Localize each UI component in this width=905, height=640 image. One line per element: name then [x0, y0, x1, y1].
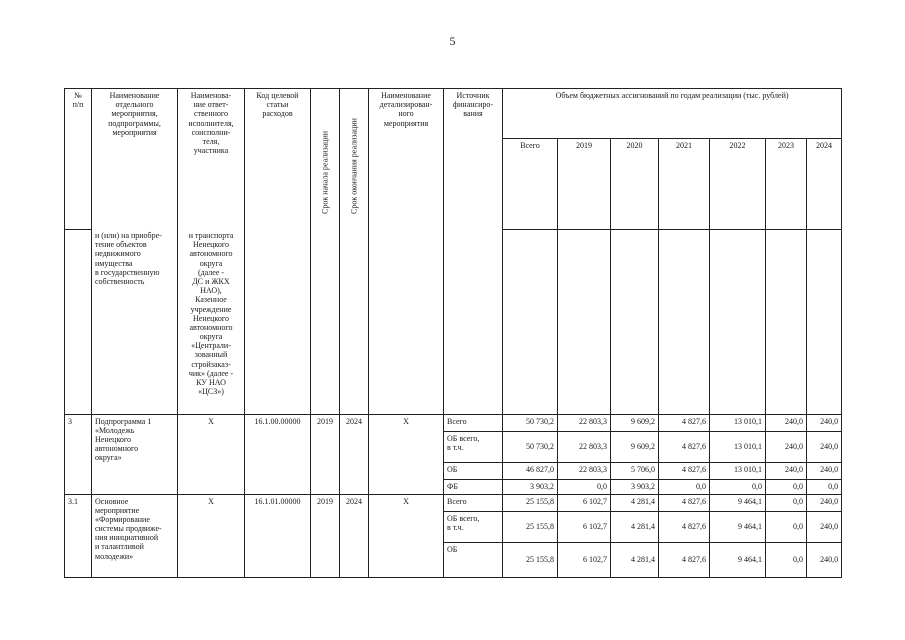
- row-start: 2019: [311, 414, 340, 494]
- row-code: 16.1.00.00000: [245, 414, 311, 494]
- value-cell: 0,0: [766, 511, 807, 542]
- source-cell: ОБ всего, в т.ч.: [444, 431, 503, 462]
- continuation-executor: и транспорта Ненецкого автономного округа (далее - ДС и ЖКХ НАО), Казенное учреждение Ненецкого автономного округа «Централи- зованный стройзаказ- чик» (далее - КУ НАО «ЦСЗ»): [178, 229, 245, 414]
- value-cell: 240,0: [807, 431, 842, 462]
- value-cell: 6 102,7: [558, 494, 611, 511]
- row-num: 3: [65, 414, 92, 494]
- year-2022: 2022: [710, 138, 766, 229]
- header-end: Срок окончания реализации: [340, 89, 369, 230]
- value-cell: 22 803,3: [558, 462, 611, 479]
- row-detail: Х: [369, 494, 444, 577]
- value-cell: 13 010,1: [710, 431, 766, 462]
- header-code: Код целевой статьи расходов: [245, 89, 311, 230]
- source-cell: ОБ всего, в т.ч.: [444, 511, 503, 542]
- value-cell: 9 609,2: [611, 414, 659, 431]
- value-cell: 25 155,8: [503, 511, 558, 542]
- row-end: 2024: [340, 414, 369, 494]
- header-budget: Объем бюджетных ассигнований по годам реализации (тыс. рублей): [503, 89, 842, 139]
- value-cell: 4 827,6: [659, 542, 710, 577]
- source-cell: ОБ: [444, 462, 503, 479]
- value-cell: 22 803,3: [558, 414, 611, 431]
- value-cell: 4 281,4: [611, 494, 659, 511]
- header-source: Источник финансиро- вания: [444, 89, 503, 230]
- value-cell: 0,0: [766, 479, 807, 494]
- continuation-name: и (или) на приобре- тение объектов недвижимого имущества в государственную собственность: [92, 229, 178, 414]
- row-detail: Х: [369, 414, 444, 494]
- budget-table: [64, 88, 842, 578]
- value-cell: 9 464,1: [710, 494, 766, 511]
- value-cell: 13 010,1: [710, 462, 766, 479]
- source-cell: Всего: [444, 494, 503, 511]
- value-cell: 240,0: [807, 414, 842, 431]
- year-2019: 2019: [558, 138, 611, 229]
- value-cell: 25 155,8: [503, 542, 558, 577]
- value-cell: 0,0: [710, 479, 766, 494]
- year-2023: 2023: [766, 138, 807, 229]
- value-cell: 4 827,6: [659, 414, 710, 431]
- year-2024: 2024: [807, 138, 842, 229]
- header-detail: Наименование детализирован- ного мероприятия: [369, 89, 444, 230]
- header-executor: Наименова- ние ответ- ственного исполнителя, соисполни- теля, участника: [178, 89, 245, 230]
- value-cell: 9 464,1: [710, 542, 766, 577]
- table-row: [65, 414, 842, 431]
- value-cell: 240,0: [766, 462, 807, 479]
- value-cell: 240,0: [766, 414, 807, 431]
- value-cell: 0,0: [659, 479, 710, 494]
- value-cell: 6 102,7: [558, 542, 611, 577]
- value-cell: 240,0: [807, 542, 842, 577]
- row-code: 16.1.01.00000: [245, 494, 311, 577]
- value-cell: 240,0: [807, 511, 842, 542]
- value-cell: 3 903,2: [503, 479, 558, 494]
- value-cell: 50 730,2: [503, 414, 558, 431]
- value-cell: 4 281,4: [611, 511, 659, 542]
- value-cell: 240,0: [807, 494, 842, 511]
- value-cell: 4 827,6: [659, 431, 710, 462]
- value-cell: 13 010,1: [710, 414, 766, 431]
- value-cell: 25 155,8: [503, 494, 558, 511]
- value-cell: 4 827,6: [659, 462, 710, 479]
- source-cell: Всего: [444, 414, 503, 431]
- row-name: Подпрограмма 1 «Молодежь Ненецкого автономного округа»: [92, 414, 178, 494]
- year-2021: 2021: [659, 138, 710, 229]
- year-2020: 2020: [611, 138, 659, 229]
- value-cell: 240,0: [807, 462, 842, 479]
- value-cell: 3 903,2: [611, 479, 659, 494]
- header-num: № п/п: [65, 89, 92, 230]
- value-cell: 240,0: [766, 431, 807, 462]
- value-cell: 50 730,2: [503, 431, 558, 462]
- value-cell: 0,0: [766, 494, 807, 511]
- source-cell: ФБ: [444, 479, 503, 494]
- value-cell: 9 609,2: [611, 431, 659, 462]
- row-executor: Х: [178, 414, 245, 494]
- row-start: 2019: [311, 494, 340, 577]
- value-cell: 4 281,4: [611, 542, 659, 577]
- continuation-row: [65, 229, 842, 414]
- value-cell: 6 102,7: [558, 511, 611, 542]
- value-cell: 46 827,0: [503, 462, 558, 479]
- value-cell: 0,0: [766, 542, 807, 577]
- value-cell: 4 827,6: [659, 494, 710, 511]
- value-cell: 0,0: [558, 479, 611, 494]
- value-cell: 22 803,3: [558, 431, 611, 462]
- value-cell: 5 706,0: [611, 462, 659, 479]
- row-name: Основное мероприятие «Формирование системы продвиже- ния инициативной и талантливой молодежи»: [92, 494, 178, 577]
- table-row: [65, 494, 842, 511]
- row-num: 3.1: [65, 494, 92, 577]
- header-name: Наименование отдельного мероприятия, подпрограммы, мероприятия: [92, 89, 178, 230]
- year-total: Всего: [503, 138, 558, 229]
- value-cell: 4 827,6: [659, 511, 710, 542]
- source-cell: ОБ: [444, 542, 503, 577]
- row-executor: Х: [178, 494, 245, 577]
- row-end: 2024: [340, 494, 369, 577]
- value-cell: 0,0: [807, 479, 842, 494]
- header-start: Срок начала реализации: [311, 89, 340, 230]
- header-row: [65, 89, 842, 139]
- page-number: 5: [449, 34, 456, 48]
- value-cell: 9 464,1: [710, 511, 766, 542]
